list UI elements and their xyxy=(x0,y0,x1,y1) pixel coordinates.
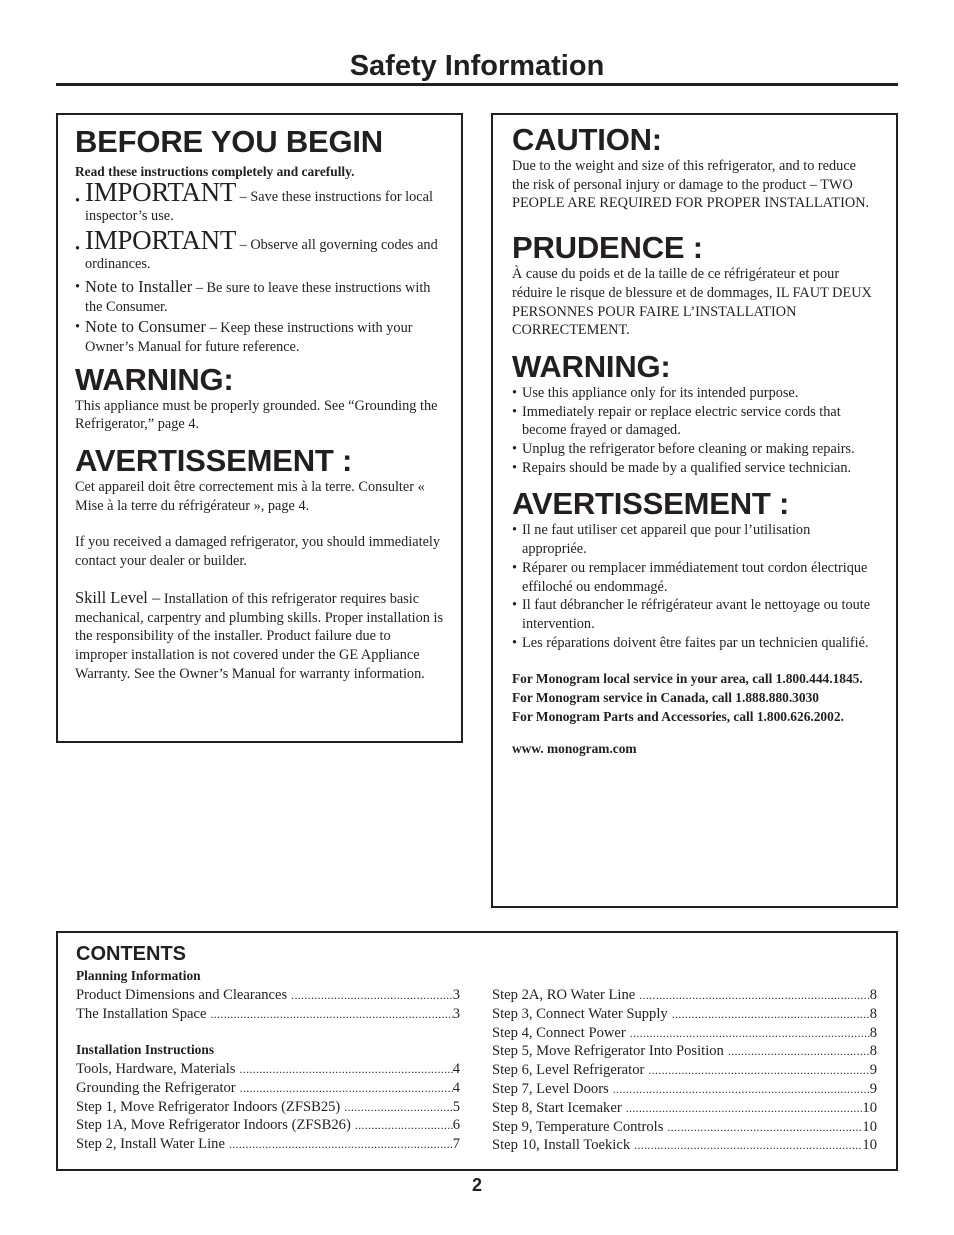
toc-entry[interactable]: Step 8, Start Icemaker ..... 10 xyxy=(492,1099,877,1118)
toc-entry[interactable]: Step 10, Install Toekick ..... 10 xyxy=(492,1136,877,1155)
toc-entry[interactable]: The Installation Space ..... 3 xyxy=(76,1005,460,1024)
contact-local-service: For Monogram local service in your area, call 1.800.444.1845. xyxy=(512,671,863,687)
warning-list xyxy=(512,384,876,478)
warning-heading-right: WARNING: xyxy=(512,348,671,384)
page-number: 2 xyxy=(471,1175,482,1195)
bullet-note-installer: • Note to Installer – Be sure to leave these instructions with the Consumer. xyxy=(75,276,431,315)
list-item: • Repairs should be made by a qualified service technician. xyxy=(512,459,852,476)
toc-section-heading: Planning Information xyxy=(76,968,201,983)
avertissement-heading: AVERTISSEMENT : xyxy=(75,443,353,479)
toc-entry[interactable]: Step 2, Install Water Line ..... 7 xyxy=(76,1135,460,1154)
toc-entry[interactable]: Tools, Hardware, Materials ..... 4 xyxy=(76,1060,460,1079)
toc-entry[interactable]: Step 5, Move Refrigerator Into Position ..... 8 xyxy=(492,1042,877,1061)
damaged-refrigerator-text: If you received a damaged refrigerator, you should immediately contact your dealer or builder. xyxy=(75,534,441,570)
list-item: • Il ne faut utiliser cet appareil que pour l’utilisation appropriée. xyxy=(512,522,811,558)
toc-entry[interactable]: Product Dimensions and Clearances ..... 3 xyxy=(76,986,460,1005)
contact-canada-service: For Monogram service in Canada, call 1.888.880.3030 xyxy=(512,690,819,706)
avertissement-list xyxy=(512,521,876,652)
avertissement-text: Cet appareil doit être correctement mis à la terre. Consulter « Mise à la terre du réfrigérateur », page 4. xyxy=(75,479,425,514)
contents-title: CONTENTS xyxy=(76,943,186,965)
toc-entry[interactable]: Step 4, Connect Power ..... 8 xyxy=(492,1024,877,1043)
toc-left-column xyxy=(76,967,460,1154)
bullet-important-codes: • IMPORTANT – Observe all governing codes and ordinances. xyxy=(75,225,438,273)
caution-heading: CAUTION: xyxy=(512,122,662,157)
title-rule xyxy=(56,83,898,86)
list-item: • Réparer ou remplacer immédiatement tout cordon électrique effiloché ou endommagé. xyxy=(512,559,868,595)
contact-parts: For Monogram Parts and Accessories, call 1.800.626.2002. xyxy=(512,708,844,724)
list-item: • Use this appliance only for its intended purpose. xyxy=(512,384,799,401)
prudence-text: À cause du poids et de la taille de ce réfrigérateur et pour réduire le risque de blessure et de dommages, IL FAUT DEUX PERSONNES POUR FAIRE L’INSTALLATION CORRECTEMENT. xyxy=(512,266,872,339)
bullet-important-save: • IMPORTANT – Save these instructions for local inspector’s use. xyxy=(75,177,433,224)
avertissement-heading-right: AVERTISSEMENT : xyxy=(512,486,790,522)
read-instructions-line: Read these instructions completely and carefully. xyxy=(75,164,355,179)
toc-section-heading: Installation Instructions xyxy=(76,1042,215,1058)
toc-entry[interactable]: Step 9, Temperature Controls ..... 10 xyxy=(492,1118,877,1137)
skill-level-text: Skill Level – Installation of this refrigerator requires basic mechanical, carpentry and plumbing skills. Proper installation is the responsibility of the installer. Product failure due to improper installation is not covered under the GE Appliance Warranty. See the Owner’s Manual for warranty information. xyxy=(75,587,444,682)
list-item: • Unplug the refrigerator before cleaning or making repairs. xyxy=(512,441,855,458)
toc-entry[interactable]: Grounding the Refrigerator ..... 4 xyxy=(76,1079,460,1098)
toc-entry[interactable]: Step 1A, Move Refrigerator Indoors (ZFSB26) ..... 6 xyxy=(76,1116,460,1135)
website-link[interactable]: www. monogram.com xyxy=(512,741,637,757)
page-title: Safety Information xyxy=(349,50,605,82)
toc-entry[interactable]: Step 6, Level Refrigerator ..... 9 xyxy=(492,1061,877,1080)
warning-grounding-text: This appliance must be properly grounded. See “Grounding the Refrigerator,” page 4. xyxy=(75,397,438,433)
caution-box xyxy=(491,113,898,908)
before-you-begin-heading: BEFORE YOU BEGIN xyxy=(75,124,383,159)
bullet-note-consumer: • Note to Consumer – Keep these instructions with your Owner’s Manual for future reference. xyxy=(75,317,413,355)
contents-box xyxy=(56,931,898,1171)
toc-entry[interactable]: Step 2A, RO Water Line ..... 8 xyxy=(492,986,877,1005)
before-bullets xyxy=(75,177,444,357)
toc-entry[interactable]: Step 3, Connect Water Supply ..... 8 xyxy=(492,1005,877,1024)
prudence-heading: PRUDENCE : xyxy=(512,230,703,266)
warning-heading: WARNING: xyxy=(75,361,234,397)
before-you-begin-box xyxy=(56,113,463,743)
caution-text: Due to the weight and size of this refrigerator, and to reduce the risk of personal injury or damage to the product – TWO PEOPLE ARE REQUIRED FOR PROPER INSTALLATION. xyxy=(512,158,870,212)
toc-right-column xyxy=(492,986,877,1155)
list-item: • Immediately repair or replace electric service cords that become frayed or damaged. xyxy=(512,403,841,439)
list-item: • Les réparations doivent être faites par un technicien qualifié. xyxy=(512,634,869,651)
list-item: • Il faut débrancher le réfrigérateur avant le nettoyage ou toute intervention. xyxy=(512,597,871,632)
toc-entry[interactable]: Step 1, Move Refrigerator Indoors (ZFSB25) ..... 5 xyxy=(76,1098,460,1117)
toc-entry[interactable]: Step 7, Level Doors ..... 9 xyxy=(492,1080,877,1099)
